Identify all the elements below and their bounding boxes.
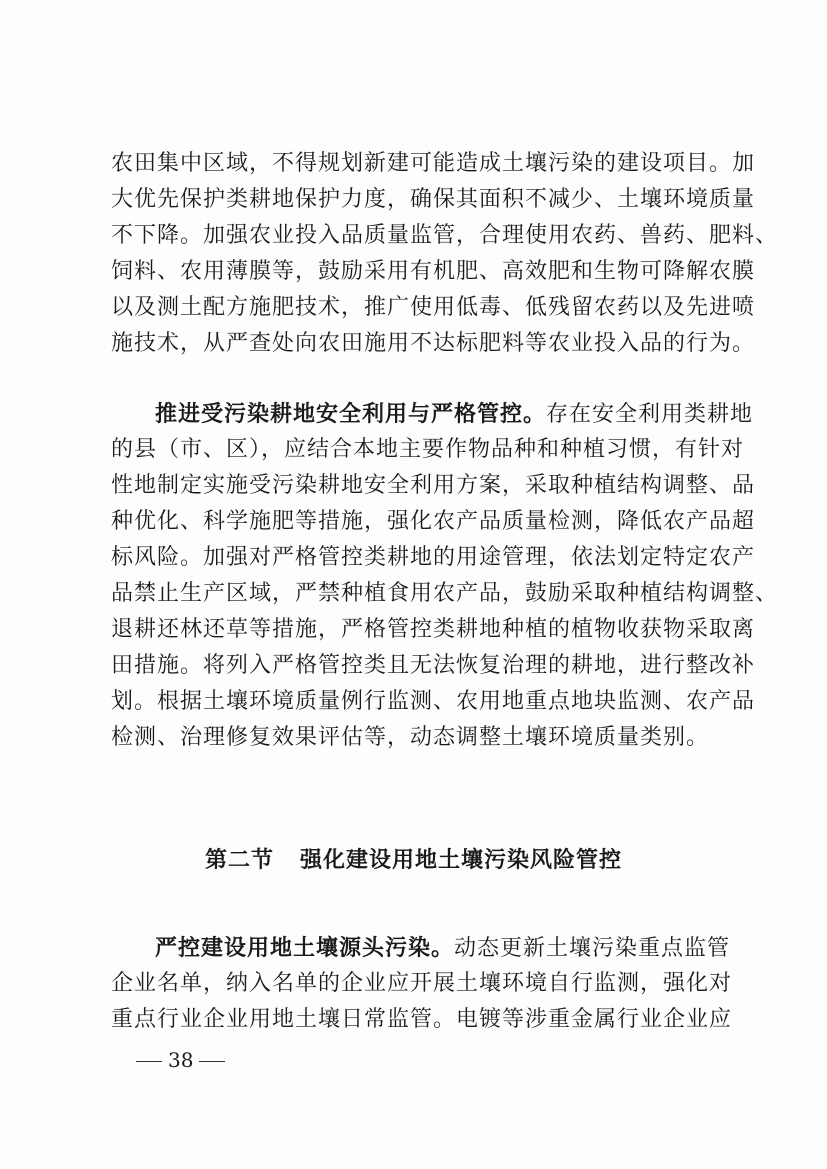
paragraph-contaminated-farmland: [111, 396, 779, 756]
text-line-first: [111, 930, 731, 966]
text-line-first: [111, 396, 754, 432]
paragraph-lead-heading: 推进受污染耕地安全利用与严格管控。: [155, 401, 547, 427]
text-line: 不下降。加强农业投入品质量监管，合理使用农药、兽药、肥料、: [111, 223, 779, 248]
section-number: 第二节: [204, 847, 274, 873]
text-line: 品禁止生产区域，严禁种植食用农产品，鼓励采取种植结构调整、: [111, 581, 779, 606]
paragraph-construction-land: [111, 930, 733, 1038]
section-title: 强化建设用地土壤污染风险管控: [300, 847, 623, 873]
paragraph-lead-heading: 严控建设用地土壤源头污染。: [155, 935, 455, 961]
text-line: 大优先保护类耕地保护力度，确保其面积不减少、土壤环境质量: [111, 187, 756, 212]
text-line: 检测、治理修复效果评估等，动态调整土壤环境质量类别。: [111, 725, 710, 750]
paragraph-farmland-protection: [111, 146, 779, 362]
text-line: 农田集中区域，不得规划新建可能造成土壤污染的建设项目。加: [111, 151, 756, 176]
section-heading: [0, 842, 827, 878]
text-line: 企业名单，纳入名单的企业应开展土壤环境自行监测，强化对: [111, 971, 733, 996]
text-line: 划。根据土壤环境质量例行监测、农用地重点地块监测、农产品: [111, 689, 756, 714]
text-line: 标风险。加强对严格管控类耕地的用途管理，依法划定特定农产: [111, 545, 756, 570]
text-run: 动态更新土壤污染重点监管: [454, 936, 731, 961]
text-line: 重点行业企业用地土壤日常监管。电镀等涉重金属行业企业应: [111, 1007, 733, 1032]
page-number: [130, 1046, 231, 1074]
dash-right: [199, 1061, 225, 1062]
text-line: 以及测土配方施肥技术，推广使用低毒、低残留农药以及先进喷: [111, 295, 756, 320]
page-number-value: 38: [168, 1048, 194, 1072]
dash-left: [136, 1061, 162, 1062]
text-line: 的县（市、区），应结合本地主要作物品种和种植习惯，有针对: [111, 437, 745, 462]
text-line: 性地制定实施受污染耕地安全利用方案，采取种植结构调整、品: [111, 473, 756, 498]
text-line: 田措施。将列入严格管控类且无法恢复治理的耕地，进行整改补: [111, 653, 756, 678]
text-line: 种优化、科学施肥等措施，强化农产品质量检测，降低农产品超: [111, 509, 756, 534]
text-line: 饲料、农用薄膜等，鼓励采用有机肥、高效肥和生物可降解农膜: [111, 259, 756, 284]
text-line: 退耕还林还草等措施，严格管控类耕地种植的植物收获物采取离: [111, 617, 756, 642]
text-run: 存在安全利用类耕地: [546, 402, 754, 427]
text-line: 施技术，从严查处向农田施用不达标肥料等农业投入品的行为。: [111, 331, 756, 356]
